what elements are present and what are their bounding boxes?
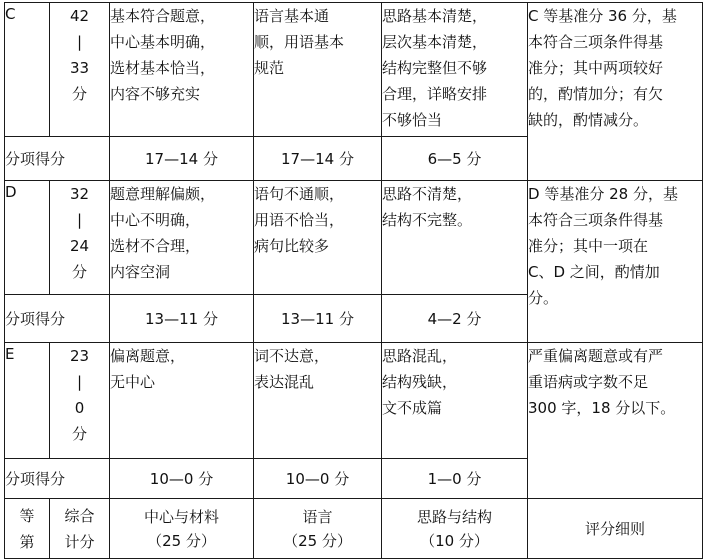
scoring-rule: C 等基准分 36 分，基 本符合三项条件得基 准分；其中两项较好 的，酌情加分；有欠 缺的，酌情减分。 [528,3,703,181]
sub-score-center: 17—14 分 [110,137,254,181]
sub-score-language: 10—0 分 [254,459,382,499]
sub-score-label: 分项得分 [5,137,110,181]
grading-table [4,2,703,559]
structure-criteria: 思路基本清楚， 层次基本清楚， 结构完整但不够 合理，详略安排 不够恰当 [382,3,528,137]
header-rules: 评分细则 [528,499,703,559]
header-center-material: 中心与材料 （25 分） [110,499,254,559]
center-material-criteria: 题意理解偏颇， 中心不明确， 选材不合理， 内容空洞 [110,181,254,295]
header-grade: 等 第 [5,499,50,559]
header-total: 综合 计分 [50,499,110,559]
score-range: 32 | 24 分 [50,181,110,295]
center-material-criteria: 偏离题意， 无中心 [110,343,254,459]
grade-letter: D [5,181,50,295]
scoring-rule: 严重偏离题意或有严 重语病或字数不足 300 字，18 分以下。 [528,343,703,499]
header-language: 语言 （25 分） [254,499,382,559]
score-range: 42 | 33 分 [50,3,110,137]
language-criteria: 语言基本通 顺，用语基本 规范 [254,3,382,137]
header-structure: 思路与结构 （10 分） [382,499,528,559]
grade-row-d [5,181,703,295]
sub-score-structure: 6—5 分 [382,137,528,181]
grade-letter: C [5,3,50,137]
score-range: 23 | 0 分 [50,343,110,459]
language-criteria: 词不达意， 表达混乱 [254,343,382,459]
sub-score-center: 10—0 分 [110,459,254,499]
grade-letter: E [5,343,50,459]
sub-score-center: 13—11 分 [110,295,254,343]
sub-score-label: 分项得分 [5,459,110,499]
sub-score-language: 13—11 分 [254,295,382,343]
sub-score-structure: 1—0 分 [382,459,528,499]
sub-score-structure: 4—2 分 [382,295,528,343]
sub-score-label: 分项得分 [5,295,110,343]
grade-row-e [5,343,703,459]
structure-criteria: 思路混乱， 结构残缺， 文不成篇 [382,343,528,459]
sub-score-language: 17—14 分 [254,137,382,181]
center-material-criteria: 基本符合题意， 中心基本明确， 选材基本恰当， 内容不够充实 [110,3,254,137]
structure-criteria: 思路不清楚， 结构不完整。 [382,181,528,295]
scoring-rule: D 等基准分 28 分，基 本符合三项条件得基 准分；其中一项在 C、D 之间，酌情加 分。 [528,181,703,343]
table-header-row [5,499,703,559]
language-criteria: 语句不通顺， 用语不恰当， 病句比较多 [254,181,382,295]
grade-row-c [5,3,703,137]
